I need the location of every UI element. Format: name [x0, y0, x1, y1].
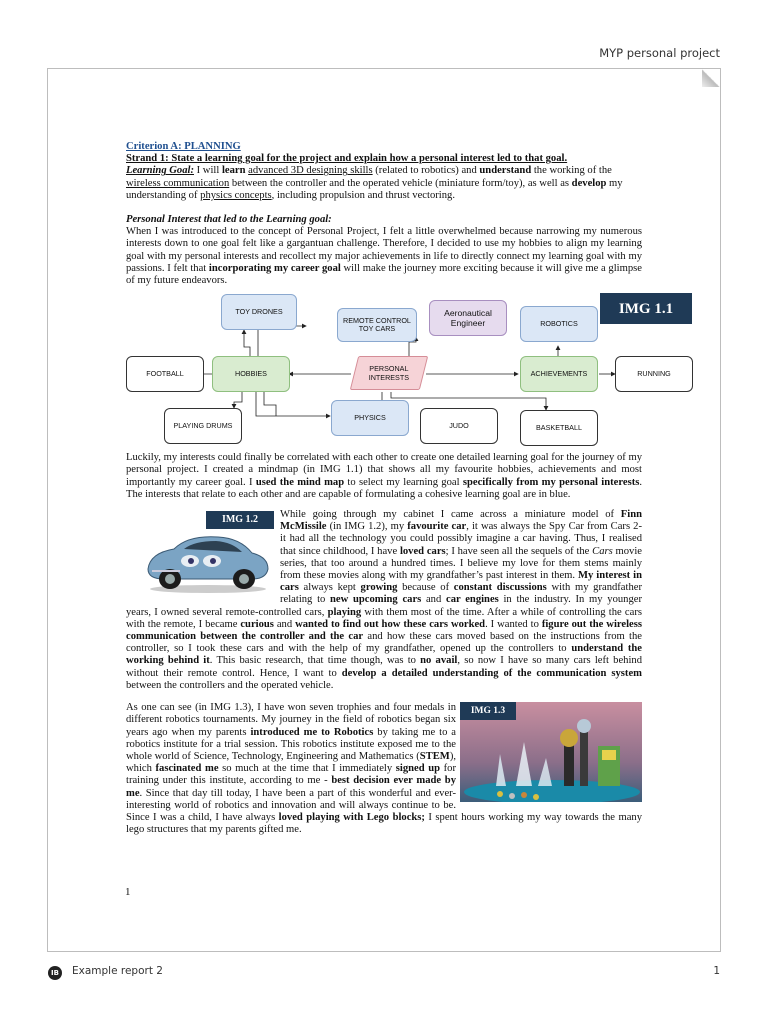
footer-page-number: 1: [713, 965, 720, 977]
bold-text: loved playing with Lego blocks;: [278, 811, 425, 823]
mindmap-node-toy-drones: TOY DRONES: [221, 294, 297, 330]
img-1-2-badge: IMG 1.2: [206, 511, 274, 529]
bold-text: best decision ever made by me: [126, 775, 456, 799]
mindmap-node-achievements: ACHIEVEMENTS: [520, 356, 598, 392]
bold-text: fascinated me: [155, 763, 219, 775]
text: . I wanted to: [485, 618, 542, 630]
bold-text: signed up: [395, 763, 441, 775]
mindmap-node-judo: JUDO: [420, 408, 498, 444]
text: for training under this institute, according to me -: [126, 763, 456, 787]
text: because of: [397, 582, 454, 594]
text: ; I have seen all the sequels of the: [445, 545, 593, 557]
underlined-text: advanced 3D designing skills: [248, 165, 373, 177]
underlined-text: physics concepts: [200, 189, 272, 201]
text: I spent hours working my way towards the many lego structures that my parents gifted me.: [126, 811, 643, 836]
text: and how these cars moved based on the instructions from the controller, so I took these cars and with the help of my grandfather, opened up the controllers to: [126, 631, 642, 655]
bold-text: playing: [327, 606, 362, 618]
trophy-image: [460, 702, 642, 802]
text: between the controller and the operated vehicle (miniature form/toy), as well as: [229, 177, 572, 189]
bold-text: Finn McMissile: [280, 509, 642, 533]
img-1-3-badge: IMG 1.3: [460, 702, 516, 720]
text: always kept: [298, 582, 361, 594]
mindmap-image: [126, 290, 674, 450]
img-1-1-badge: IMG 1.1: [600, 293, 692, 324]
text: . The interests that relate to each other and are capable of formulating a cohesive learning goal are in blue.: [126, 476, 642, 500]
text: with my grandfather relating to: [280, 582, 642, 606]
text: so much at the time that I immediately: [218, 763, 396, 775]
text: ), which: [126, 750, 456, 775]
mindmap-node-robotics: ROBOTICS: [520, 306, 598, 342]
text: and: [273, 618, 296, 630]
text: As one can see (in IMG 1.3), I have won seven trophies and four medals in different robotics tournaments. My journey in the field of robotics began six years ago when my parents: [126, 702, 456, 738]
bold-text: curious: [240, 618, 274, 630]
bold-text: new upcoming cars: [330, 594, 422, 606]
text: (in IMG 1.2), my: [326, 521, 408, 533]
mindmap-node-personal-interests: [350, 356, 428, 390]
bold-text: favourite car: [407, 521, 467, 533]
learning-goal-label: Learning Goal:: [126, 165, 194, 177]
underlined-text: wireless communication: [126, 177, 230, 189]
footer-title: Example report 2: [72, 965, 163, 977]
learning-goal-paragraph: [126, 165, 642, 202]
text: , including propulsion and thrust vectoring.: [271, 189, 455, 201]
text: Luckily, my interests could finally be correlated with each other to create one detailed learning goal for the journey of my personal project. I created a mindmap (in IMG 1.1) that shows all my favourite hobbies, achievements and most importantly my career goal. I: [126, 452, 642, 488]
bold-text: growing: [360, 582, 398, 594]
text: (related to robotics) and: [372, 165, 480, 177]
criterion-heading: Criterion A: PLANNING: [126, 141, 241, 152]
bold-text: incorporating my career goal: [208, 262, 341, 274]
text: with them most of the time. After a while of controlling the cars with the remote, I became: [126, 606, 642, 630]
bold-text: develop: [571, 177, 607, 189]
text: between the controllers and the operated vehicle.: [126, 679, 334, 691]
mindmap-node-aeronautical-engineer: Aeronautical Engineer: [429, 300, 507, 336]
text: and: [421, 594, 446, 606]
interest-paragraph: [126, 226, 642, 287]
document-body: [126, 141, 674, 836]
bold-text: specifically from my personal interests: [462, 476, 640, 488]
bold-text: used the mind map: [255, 476, 345, 488]
interest-heading: [126, 214, 642, 226]
bold-text: loved cars: [399, 545, 446, 557]
mindmap-node-hobbies: HOBBIES: [212, 356, 290, 392]
bold-text: STEM: [419, 750, 450, 762]
ib-logo-icon: IB: [48, 966, 62, 980]
bold-text: wanted to find out how these cars worked: [295, 618, 486, 630]
text: , it was always the Spy Car from Cars 2- it had all the technology you could possibly imagine a car having. Thus, I realised that since childhood, I have: [280, 521, 642, 557]
text: movie series, that too around a hundred times. I believe my love for them stems mainly from these movies along with my grandfather’s past interest in them.: [280, 545, 642, 582]
robotics-section: [126, 702, 642, 836]
bold-text: constant discussions: [453, 582, 547, 594]
text: , so now I have so many cars left behind without their remote control. Hence, I want to: [126, 655, 643, 679]
text: will make the journey more exciting because it will give me a glimpse of my future endeavors.: [126, 262, 642, 287]
car-image: [140, 511, 274, 595]
bold-text: develop a detailed understanding of the communication system: [341, 667, 642, 679]
text: . Since that day till today, I have been a part of this wonderful and ever-interesting world of robotics and innovation and will always continue to be. Since I was a child, I have always: [126, 787, 456, 823]
luckily-paragraph: [126, 452, 642, 501]
bold-text: no avail: [420, 655, 458, 667]
bold-text: figure out the wireless communication between the controller and the car: [126, 618, 643, 643]
text: in the industry. In my younger years, I owned several remote-controlled cars,: [126, 594, 642, 618]
strand-heading: Strand 1: State a learning goal for the project and explain how a personal interest led to that goal.: [126, 153, 568, 165]
bold-text: learn: [221, 165, 246, 177]
mindmap-node-personal-interests-label: PERSONAL INTERESTS: [368, 363, 410, 382]
interest-heading-text: Personal Interest that led to the Learning goal:: [126, 214, 332, 226]
text: my understanding of: [126, 177, 623, 201]
document-page-number: 1: [125, 886, 131, 898]
bold-text: car engines: [446, 594, 499, 606]
text: by taking me to a robotics institute for a trial session. This robotics institute exposed me to the whole world of Science, Technology, Engineering and Mathematics (: [126, 726, 457, 762]
bold-text: My interest in cars: [280, 570, 642, 594]
mindmap-node-football: FOOTBALL: [126, 356, 204, 392]
text: the working of the: [531, 165, 612, 177]
text: While going through my cabinet I came across a miniature model of: [280, 509, 621, 521]
page-frame: [47, 68, 721, 952]
mindmap-node-basketball: BASKETBALL: [520, 410, 598, 446]
text: I will: [193, 165, 222, 177]
car-section: [126, 509, 642, 692]
italic-text: Cars: [592, 545, 613, 557]
mindmap-node-physics: PHYSICS: [331, 400, 409, 436]
text: When I was introduced to the concept of Personal Project, I felt a little overwhelmed because narrowing my numerous interests down to one goal felt like a gargantuan challenge. Therefore, I decided to use my hobbies to align my learning goal with my personal interests and recollect my major achievements in life to directly connect my learning goal with my passions. I felt that: [126, 226, 642, 274]
bold-text: understand: [479, 165, 532, 177]
mindmap-node-playing-drums: PLAYING DRUMS: [164, 408, 242, 444]
text: . This basic research, that time though, was to: [209, 655, 421, 667]
mindmap-node-running: RUNNING: [615, 356, 693, 392]
bold-text: introduced me to Robotics: [250, 726, 374, 738]
bold-text: understand the working behind it: [126, 643, 642, 667]
mindmap-node-rc-cars: REMOTE CONTROL TOY CARS: [337, 308, 417, 342]
page-fold: [702, 69, 720, 87]
text: to select my learning goal: [344, 476, 463, 488]
header-label: MYP personal project: [599, 46, 720, 60]
